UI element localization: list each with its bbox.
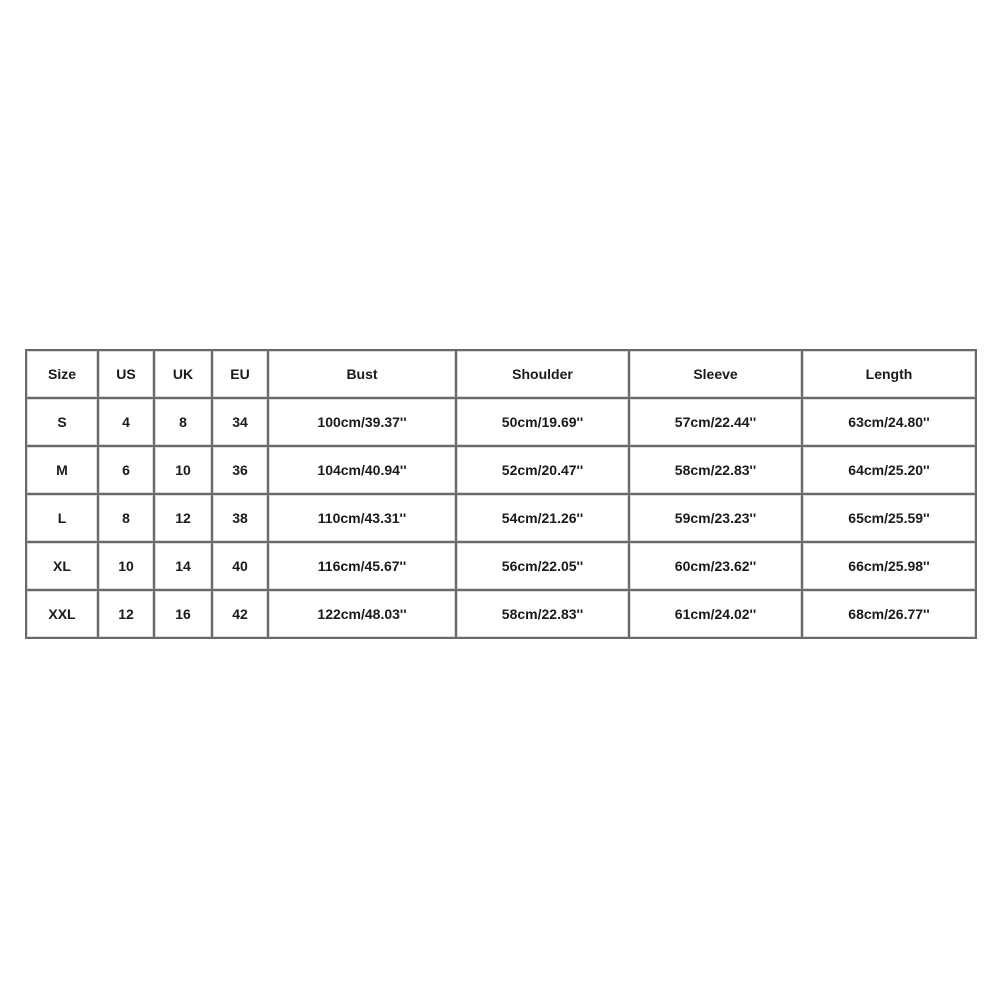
table-row [26,542,976,590]
cell-length: 63cm/24.80'' [802,398,976,446]
cell-size: L [26,494,98,542]
cell-us: 8 [98,494,154,542]
table-row [26,446,976,494]
header-bust: Bust [268,350,456,398]
cell-size: S [26,398,98,446]
cell-uk: 16 [154,590,212,638]
cell-us: 10 [98,542,154,590]
header-eu: EU [212,350,268,398]
cell-eu: 42 [212,590,268,638]
table-row [26,398,976,446]
cell-length: 65cm/25.59'' [802,494,976,542]
header-uk: UK [154,350,212,398]
cell-shoulder: 50cm/19.69'' [456,398,629,446]
cell-bust: 104cm/40.94'' [268,446,456,494]
header-size: Size [26,350,98,398]
cell-shoulder: 54cm/21.26'' [456,494,629,542]
cell-size: XXL [26,590,98,638]
size-chart-table [25,349,977,639]
cell-sleeve: 58cm/22.83'' [629,446,802,494]
cell-uk: 10 [154,446,212,494]
cell-bust: 110cm/43.31'' [268,494,456,542]
cell-eu: 36 [212,446,268,494]
cell-us: 4 [98,398,154,446]
cell-shoulder: 58cm/22.83'' [456,590,629,638]
cell-shoulder: 56cm/22.05'' [456,542,629,590]
cell-length: 68cm/26.77'' [802,590,976,638]
table-row [26,494,976,542]
table-row [26,590,976,638]
cell-eu: 38 [212,494,268,542]
cell-size: M [26,446,98,494]
cell-sleeve: 57cm/22.44'' [629,398,802,446]
cell-eu: 40 [212,542,268,590]
cell-length: 66cm/25.98'' [802,542,976,590]
cell-size: XL [26,542,98,590]
cell-sleeve: 59cm/23.23'' [629,494,802,542]
cell-uk: 14 [154,542,212,590]
header-length: Length [802,350,976,398]
cell-us: 12 [98,590,154,638]
cell-eu: 34 [212,398,268,446]
header-row [26,350,976,398]
header-shoulder: Shoulder [456,350,629,398]
cell-bust: 122cm/48.03'' [268,590,456,638]
cell-sleeve: 60cm/23.62'' [629,542,802,590]
cell-bust: 116cm/45.67'' [268,542,456,590]
cell-length: 64cm/25.20'' [802,446,976,494]
cell-shoulder: 52cm/20.47'' [456,446,629,494]
cell-sleeve: 61cm/24.02'' [629,590,802,638]
cell-us: 6 [98,446,154,494]
cell-uk: 8 [154,398,212,446]
header-sleeve: Sleeve [629,350,802,398]
cell-uk: 12 [154,494,212,542]
header-us: US [98,350,154,398]
cell-bust: 100cm/39.37'' [268,398,456,446]
